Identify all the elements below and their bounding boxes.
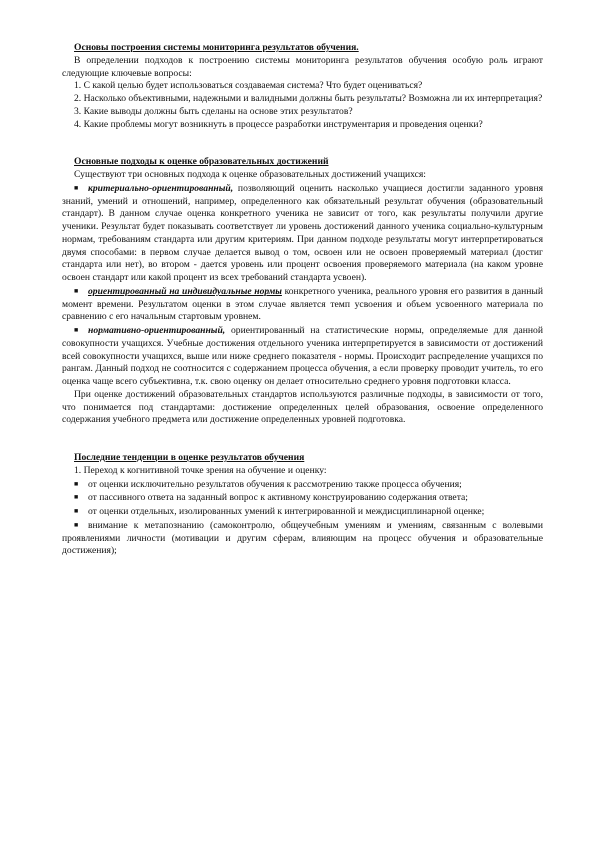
trend-text: внимание к метапознанию (самоконтролю, общеучебным умениям и умениям, связанным с волевыми проявлениями личности (мотивации и другим сферам, влияющим на процесс обучения и образовательные достижения); (62, 519, 543, 557)
approach-text: конкретного ученика, реального уровня его развития в данный момент времени. Результатом оценки в этом случае является темп усвоения и объем усвоенного материала по сравнению с его начальным стартовым уровнем. (62, 285, 543, 323)
section-3-heading: Последние тенденции в оценке результатов обучения (74, 452, 305, 463)
trend-text: от оценки исключительно результатов обучения к рассмотрению также процесса обучения; (88, 478, 462, 490)
section-3-point-1: 1. Переход к когнитивной точке зрения на обучение и оценку: (74, 464, 327, 476)
bullet-icon: ■ (74, 326, 79, 334)
bullet-icon: ■ (74, 286, 79, 295)
question-1: 1. С какой целью будет использоваться создаваемая система? Что будет оцениваться? (74, 80, 423, 92)
trend-item (62, 519, 543, 558)
approach-text: позволяющий оценить насколько учащиеся достигли заданного уровня знаний, умений и отношений, например, определенного как обязательный результат обучения (образовательный стандарт). В данном случае оценка конкретного ученика не зависит от того, как результаты получили другие ученики. Результат будет показывать соответствует ли уровень достижений данного ученика социально-культурным нормам, требованиям стандарта или другим критериям. При данном подходе результаты могут интерпретироваться двумя способами: в первом случае делается вывод о том, освоен или не освоен проверяемый материал (достиг стандарта или нет), во втором - дается уровень или процент освоения проверяемого материала (на каком уровне освоен стандарт или какой процент из всех требований стандарта усвоен). (62, 182, 543, 283)
trend-item (62, 478, 543, 492)
approach-normative (62, 324, 543, 389)
bullet-icon: ■ (74, 183, 79, 192)
document-page (62, 42, 543, 558)
question-4: 4. Какие проблемы могут возникнуть в процессе разработки инструментария и проведения оценки? (74, 118, 483, 130)
bullet-icon: ■ (74, 479, 79, 488)
question-2: 2. Насколько объективными, надежными и валидными должны быть результаты? Возможна ли их интерпретация? (74, 93, 543, 104)
trend-text: от оценки отдельных, изолированных умений к интегрированной и междисциплинарной оценке; (88, 506, 485, 517)
approach-term: ориентированный на индивидуальные нормы (88, 285, 282, 297)
section-2-heading: Основные подходы к оценке образовательных достижений (74, 156, 329, 168)
bullet-icon: ■ (74, 507, 79, 515)
approach-individual (62, 285, 543, 324)
section-2-conclusion: При оценке достижений образовательных стандартов используются различные подходы, в зависимости от того, что понимается под стандартами: достижение определенных целей образования, освоение определенного содержания учебного предмета или достижение определенных уровней подготовка. (62, 388, 543, 426)
section-1-intro: В определении подходов к построению системы мониторинга результатов обучения особую роль играют следующие ключевые вопросы: (62, 54, 543, 79)
approach-term: нормативно-ориентированный, (88, 325, 226, 336)
bullet-icon: ■ (74, 520, 79, 529)
approach-criterion (62, 182, 543, 285)
section-1-heading: Основы построения системы мониторинга результатов обучения. (74, 42, 359, 53)
bullet-icon: ■ (74, 493, 79, 502)
section-2-intro: Существуют три основных подхода к оценке образовательных достижений учащихся: (74, 169, 426, 180)
trend-item (62, 505, 543, 519)
approach-term: критериально-ориентированный, (88, 182, 234, 194)
trend-item (62, 491, 543, 505)
approach-text: ориентированный на статистические нормы, определяемые для данной совокупности учащихся. Учебные достижения отдельного ученика интерпретируется в зависимости от достижений всей совокупности учащихся, выше или ниже среднего показателя - нормы. Происходит распределение учащихся по рангам. Данный подход не соотносится с содержанием процесса обучения, а если проверку проводит учитель, то его оценка чаще всего субъективна, т.к. свою оценку он делает относительно среднего уровня подготовки класса. (62, 325, 543, 387)
trend-text: от пассивного ответа на заданный вопрос к активному конструированию содержания ответа; (88, 492, 468, 504)
question-3: 3. Какие выводы должны быть сделаны на основе этих результатов? (74, 105, 353, 117)
